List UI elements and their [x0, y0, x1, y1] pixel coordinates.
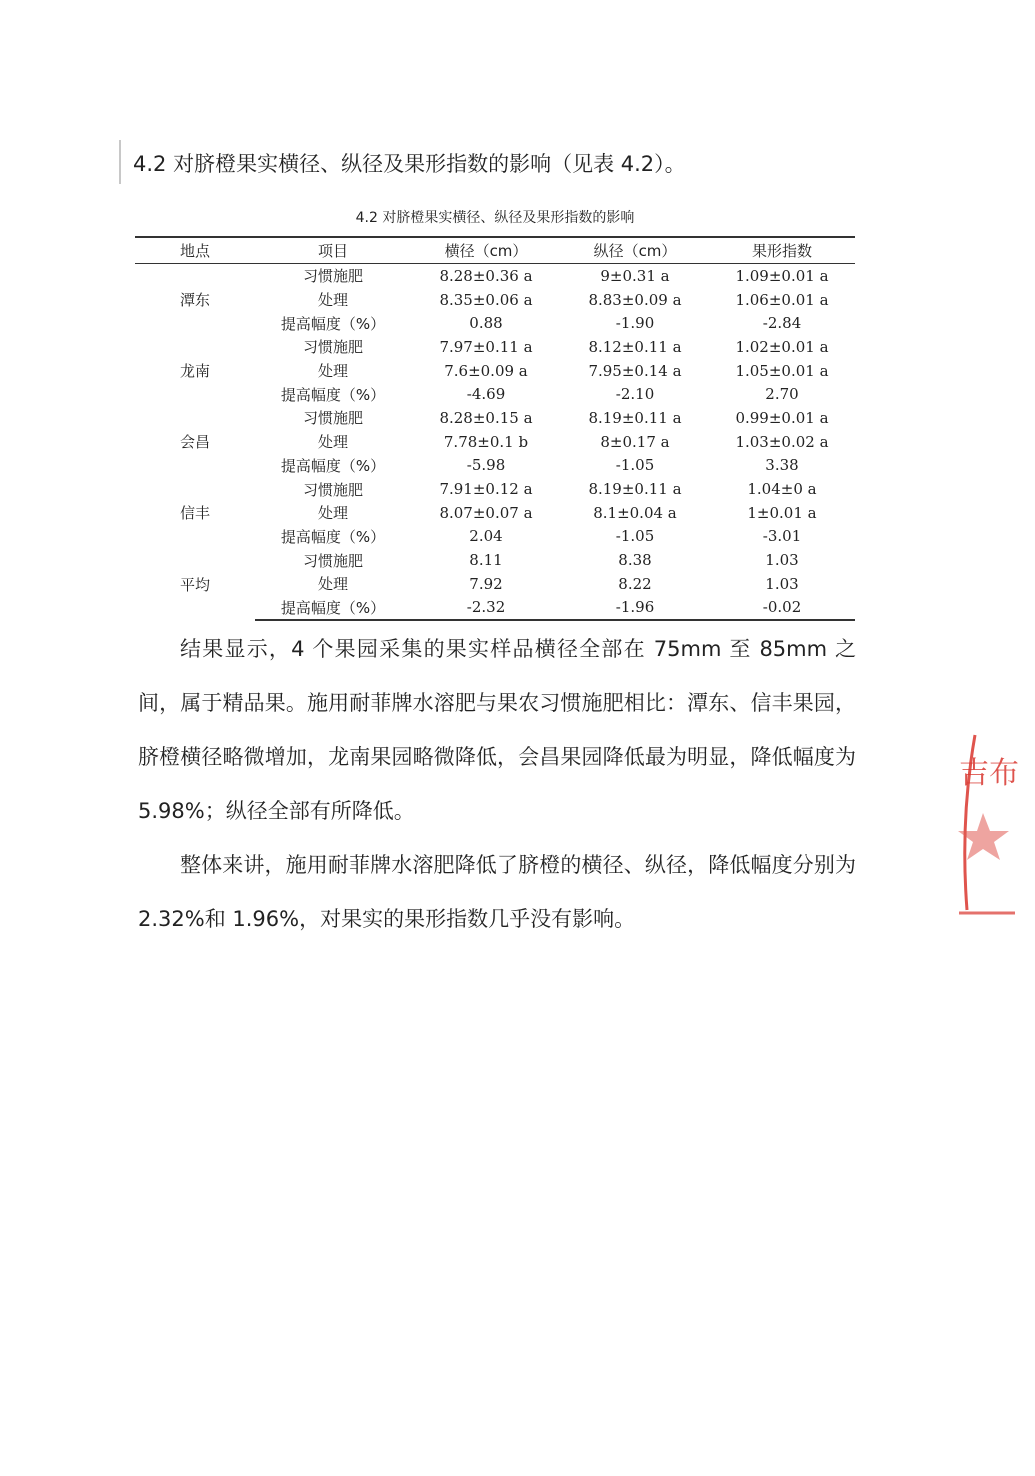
header-location: 地点 — [135, 237, 255, 264]
transverse-cell: 2.04 — [469, 527, 503, 546]
longitudinal-cell: -1.05 — [615, 527, 655, 546]
shape-index-cell: -3.01 — [762, 527, 802, 546]
transverse-cell: 8.28±0.36 a — [439, 266, 533, 285]
location-cell: 信丰 — [179, 504, 210, 523]
transverse-cell: -2.32 — [411, 596, 561, 621]
results-table — [135, 236, 855, 621]
item-cell: 处理 — [317, 575, 348, 594]
transverse-cell: 0.88 — [469, 314, 503, 333]
table-row — [135, 406, 855, 430]
transverse-cell: -5.98 — [466, 456, 506, 475]
longitudinal-cell: 8.12±0.11 a — [588, 337, 682, 356]
shape-index-cell: 3.38 — [765, 456, 799, 475]
item-cell: 习惯施肥 — [302, 551, 363, 570]
location-cell: 会昌 — [179, 433, 210, 452]
table-row — [135, 264, 855, 288]
transverse-cell: 7.97±0.11 a — [439, 337, 533, 356]
transverse-cell: 7.6±0.09 a — [444, 361, 528, 380]
item-cell: 提高幅度（%） — [280, 314, 386, 333]
longitudinal-cell: 8.19±0.11 a — [588, 480, 682, 499]
margin-rule — [119, 140, 121, 184]
longitudinal-cell: -1.90 — [615, 314, 655, 333]
shape-index-cell: -2.84 — [762, 314, 802, 333]
header-transverse: 横径（cm） — [411, 237, 561, 264]
section-heading: 4.2 对脐橙果实横径、纵径及果形指数的影响（见表 4.2）。 — [133, 152, 686, 176]
item-cell: 习惯施肥 — [302, 480, 363, 499]
longitudinal-cell: 8.83±0.09 a — [588, 290, 682, 309]
header-item: 项目 — [255, 237, 411, 264]
longitudinal-cell: -1.05 — [615, 456, 655, 475]
item-cell: 提高幅度（%） — [255, 596, 411, 621]
item-cell: 习惯施肥 — [302, 338, 363, 357]
longitudinal-cell: 7.95±0.14 a — [588, 361, 682, 380]
item-cell: 处理 — [317, 291, 348, 310]
location-cell: 潭东 — [179, 291, 210, 310]
shape-index-cell: 1.03±0.02 a — [735, 432, 829, 451]
shape-index-cell: 1±0.01 a — [747, 503, 817, 522]
transverse-cell: 8.35±0.06 a — [439, 290, 533, 309]
transverse-cell: 7.78±0.1 b — [443, 432, 529, 451]
header-shape-index: 果形指数 — [709, 237, 855, 264]
shape-index-cell: 1.03 — [765, 551, 799, 570]
header-longitudinal: 纵径（cm） — [561, 237, 709, 264]
table-caption: 4.2 对脐橙果实横径、纵径及果形指数的影响 — [355, 210, 635, 226]
shape-index-cell: 1.09±0.01 a — [735, 266, 829, 285]
shape-index-cell: 0.99±0.01 a — [735, 408, 829, 427]
table-row — [135, 548, 855, 572]
item-cell: 处理 — [317, 504, 348, 523]
shape-index-cell: 1.06±0.01 a — [735, 290, 829, 309]
shape-index-cell: 1.03 — [765, 574, 799, 593]
table-body — [135, 264, 855, 621]
location-cell: 龙南 — [179, 362, 210, 381]
transverse-cell: 8.11 — [469, 551, 503, 570]
longitudinal-cell: 8.19±0.11 a — [588, 408, 682, 427]
shape-index-cell: 1.04±0 a — [747, 480, 817, 499]
item-cell: 习惯施肥 — [302, 267, 363, 286]
item-cell: 提高幅度（%） — [280, 385, 386, 404]
table-row — [135, 335, 855, 359]
item-cell: 习惯施肥 — [302, 409, 363, 428]
transverse-cell: 8.07±0.07 a — [439, 503, 533, 522]
item-cell: 提高幅度（%） — [280, 456, 386, 475]
table-row — [135, 477, 855, 501]
location-cell: 平均 — [179, 575, 210, 594]
transverse-cell: 7.91±0.12 a — [439, 480, 533, 499]
transverse-cell: 7.92 — [469, 574, 503, 593]
longitudinal-cell: 8.38 — [618, 551, 652, 570]
paragraph-summary: 整体来讲，施用耐菲牌水溶肥降低了脐橙的横径、纵径，降低幅度分别为 2.32%和 1.96%，对果实的果形指数几乎没有影响。 — [138, 853, 856, 931]
svg-text:吉布: 吉布 — [959, 756, 1019, 791]
longitudinal-cell: -1.96 — [561, 596, 709, 621]
item-cell: 提高幅度（%） — [280, 527, 386, 546]
paragraph-results: 结果显示，4 个果园采集的果实样品横径全部在 75mm 至 85mm 之间，属于精品果。施用耐菲牌水溶肥与果农习惯施肥相比：潭东、信丰果园，脐橙横径略微增加，龙南果园略微降低，会昌果园降低最为明显，降低幅度为 5.98%；纵径全部有所降低。 — [138, 637, 856, 823]
longitudinal-cell: 9±0.31 a — [600, 266, 670, 285]
red-seal-stamp — [955, 725, 1035, 915]
shape-index-cell: 1.02±0.01 a — [735, 337, 829, 356]
shape-index-cell: 2.70 — [765, 385, 799, 404]
transverse-cell: 8.28±0.15 a — [439, 408, 533, 427]
longitudinal-cell: 8±0.17 a — [600, 432, 670, 451]
shape-index-cell: -0.02 — [709, 596, 855, 621]
longitudinal-cell: -2.10 — [615, 385, 655, 404]
transverse-cell: -4.69 — [466, 385, 506, 404]
shape-index-cell: 1.05±0.01 a — [735, 361, 829, 380]
item-cell: 处理 — [317, 362, 348, 381]
longitudinal-cell: 8.22 — [618, 574, 652, 593]
table-header-row — [135, 237, 855, 264]
longitudinal-cell: 8.1±0.04 a — [593, 503, 677, 522]
item-cell: 处理 — [317, 433, 348, 452]
